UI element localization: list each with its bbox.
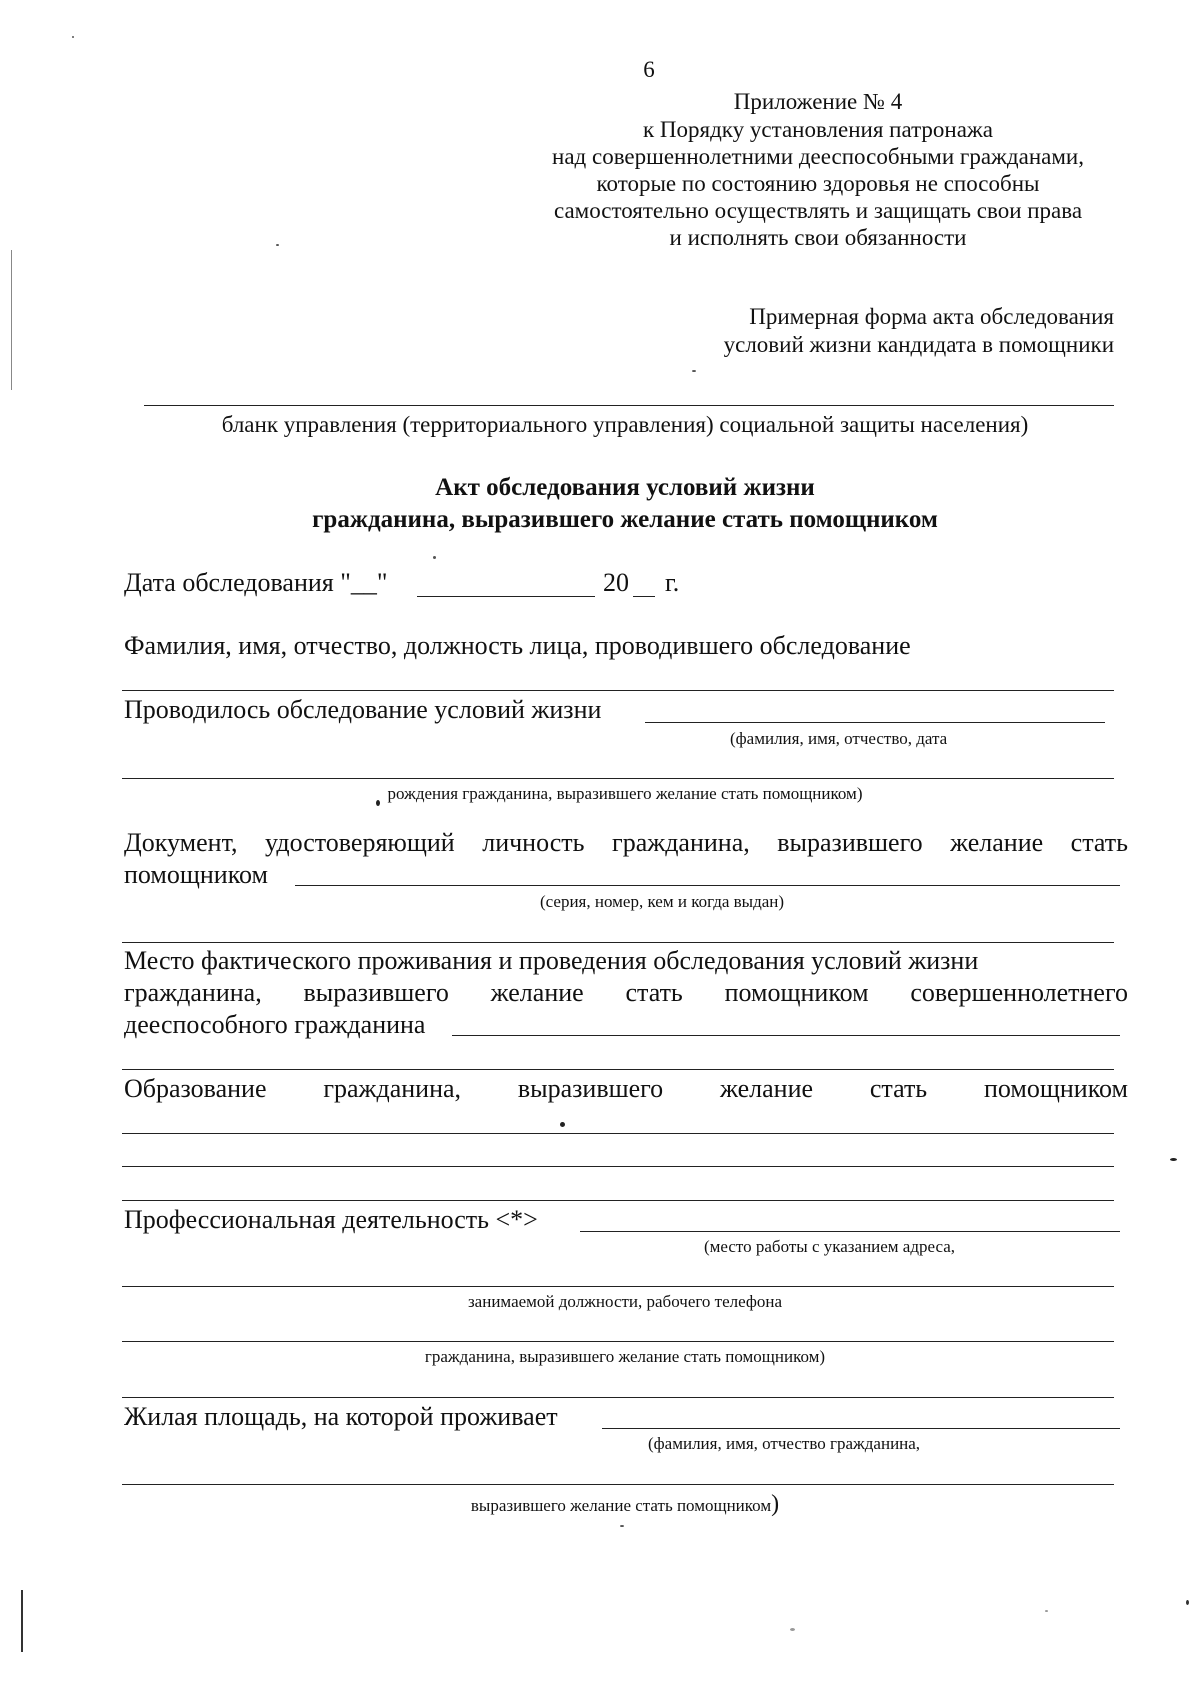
document-word: стать <box>1070 828 1128 857</box>
conducted-field[interactable] <box>645 722 1105 723</box>
appendix-line: которые по состоянию здоровья не способны <box>596 171 1040 196</box>
residence-word: желание <box>490 978 584 1007</box>
profession-hint-3: гражданина, выразившего желание стать помощником) <box>424 1347 826 1366</box>
document-word: Документ, <box>124 828 238 857</box>
education-word: гражданина, <box>323 1074 462 1103</box>
education-word: Образование <box>124 1074 267 1103</box>
education-field-3[interactable] <box>122 1200 1114 1201</box>
document-field-2[interactable] <box>122 942 1114 943</box>
form-caption-line: условий жизни кандидата в помощники <box>723 332 1114 357</box>
page-number: 6 <box>643 57 655 82</box>
document-title: Акт обследования условий жизни <box>435 474 815 501</box>
profession-label: Профессиональная деятельность <*> <box>124 1205 538 1234</box>
appendix-line: к Порядку установления патронажа <box>642 117 994 142</box>
scan-speck <box>376 800 380 806</box>
conducted-hint: (фамилия, имя, отчество, дата <box>730 729 948 748</box>
residence-word: помощником <box>724 978 869 1007</box>
document-field[interactable] <box>295 885 1120 886</box>
profession-field-4[interactable] <box>122 1397 1114 1398</box>
living-space-label: Жилая площадь, на которой проживает <box>124 1402 558 1431</box>
residence-label-2 <box>124 980 1128 1006</box>
profession-field[interactable] <box>580 1231 1120 1232</box>
date-label: Дата обследования "__" <box>124 568 388 597</box>
document-word: личность <box>482 828 585 857</box>
appendix-line: самостоятельно осуществлять и защищать свои права <box>553 198 1083 223</box>
document-word: желание <box>950 828 1044 857</box>
living-space-field[interactable] <box>602 1428 1120 1429</box>
education-word: помощником <box>983 1074 1128 1103</box>
scan-speck <box>620 1525 624 1527</box>
scan-speck <box>276 244 279 246</box>
living-space-hint-text: выразившего желание стать помощником <box>470 1496 772 1515</box>
document-word: гражданина, <box>612 828 750 857</box>
profession-field-2[interactable] <box>122 1286 1114 1287</box>
residence-word: гражданина, <box>124 978 262 1007</box>
inspector-label: Фамилия, имя, отчество, должность лица, проводившего обследование <box>124 631 911 660</box>
residence-field-2[interactable] <box>122 1069 1114 1070</box>
education-word: желание <box>720 1074 814 1103</box>
form-caption-line: Примерная форма акта обследования <box>749 304 1114 329</box>
scan-speck <box>72 36 74 38</box>
profession-field-3[interactable] <box>122 1341 1114 1342</box>
scan-speck <box>692 370 696 372</box>
date-year-field[interactable] <box>633 596 655 597</box>
document-word: выразившего <box>777 828 923 857</box>
scan-speck <box>433 556 436 559</box>
residence-word: выразившего <box>303 978 449 1007</box>
education-word: выразившего <box>517 1074 664 1103</box>
date-year-suffix: г. <box>665 568 680 597</box>
appendix-line: и исполнять свои обязанности <box>669 225 967 250</box>
conducted-label: Проводилось обследование условий жизни <box>124 695 602 724</box>
profession-hint-2: занимаемой должности, рабочего телефона <box>467 1292 783 1311</box>
living-space-hint: (фамилия, имя, отчество гражданина, <box>648 1434 921 1453</box>
letterhead-caption: бланк управления (территориального управления) социальной защиты населения) <box>221 412 1029 437</box>
date-year-prefix: 20 <box>603 568 629 597</box>
scan-speck <box>1186 1600 1189 1605</box>
appendix-line: Приложение № 4 <box>733 89 903 114</box>
document-hint: (серия, номер, кем и когда выдан) <box>540 892 785 911</box>
scan-speck <box>1045 1610 1048 1612</box>
residence-word: совершеннолетнего <box>910 978 1128 1007</box>
scan-speck <box>560 1122 565 1127</box>
living-space-hint-2 <box>471 1492 779 1516</box>
document-subtitle: гражданина, выразившего желание стать помощником <box>312 506 938 533</box>
education-word: стать <box>869 1074 928 1103</box>
education-label <box>124 1076 1128 1102</box>
conducted-field-2[interactable] <box>122 778 1114 779</box>
scan-edge-mark <box>21 1590 23 1652</box>
education-field-2[interactable] <box>122 1166 1114 1167</box>
date-month-field[interactable] <box>417 596 595 597</box>
document-label-2: помощником <box>124 860 268 889</box>
scan-edge-mark <box>11 250 12 390</box>
inspector-field[interactable] <box>122 690 1114 691</box>
residence-label: Место фактического проживания и проведения обследования условий жизни <box>124 946 979 975</box>
letterhead-line[interactable] <box>144 405 1114 406</box>
scan-speck <box>790 1628 795 1631</box>
living-space-field-2[interactable] <box>122 1484 1114 1485</box>
education-field[interactable] <box>122 1133 1114 1134</box>
residence-word: стать <box>625 978 683 1007</box>
closing-paren: ) <box>771 1491 780 1517</box>
document-label <box>124 830 1128 856</box>
appendix-line: над совершеннолетними дееспособными гражданами, <box>552 144 1084 169</box>
document-word: удостоверяющий <box>265 828 455 857</box>
residence-field[interactable] <box>452 1035 1120 1036</box>
conducted-hint-2: рождения гражданина, выразившего желание стать помощником) <box>387 784 863 803</box>
residence-label-3: дееспособного гражданина <box>124 1010 426 1039</box>
profession-hint: (место работы с указанием адреса, <box>704 1237 956 1256</box>
scan-speck <box>1170 1158 1177 1161</box>
